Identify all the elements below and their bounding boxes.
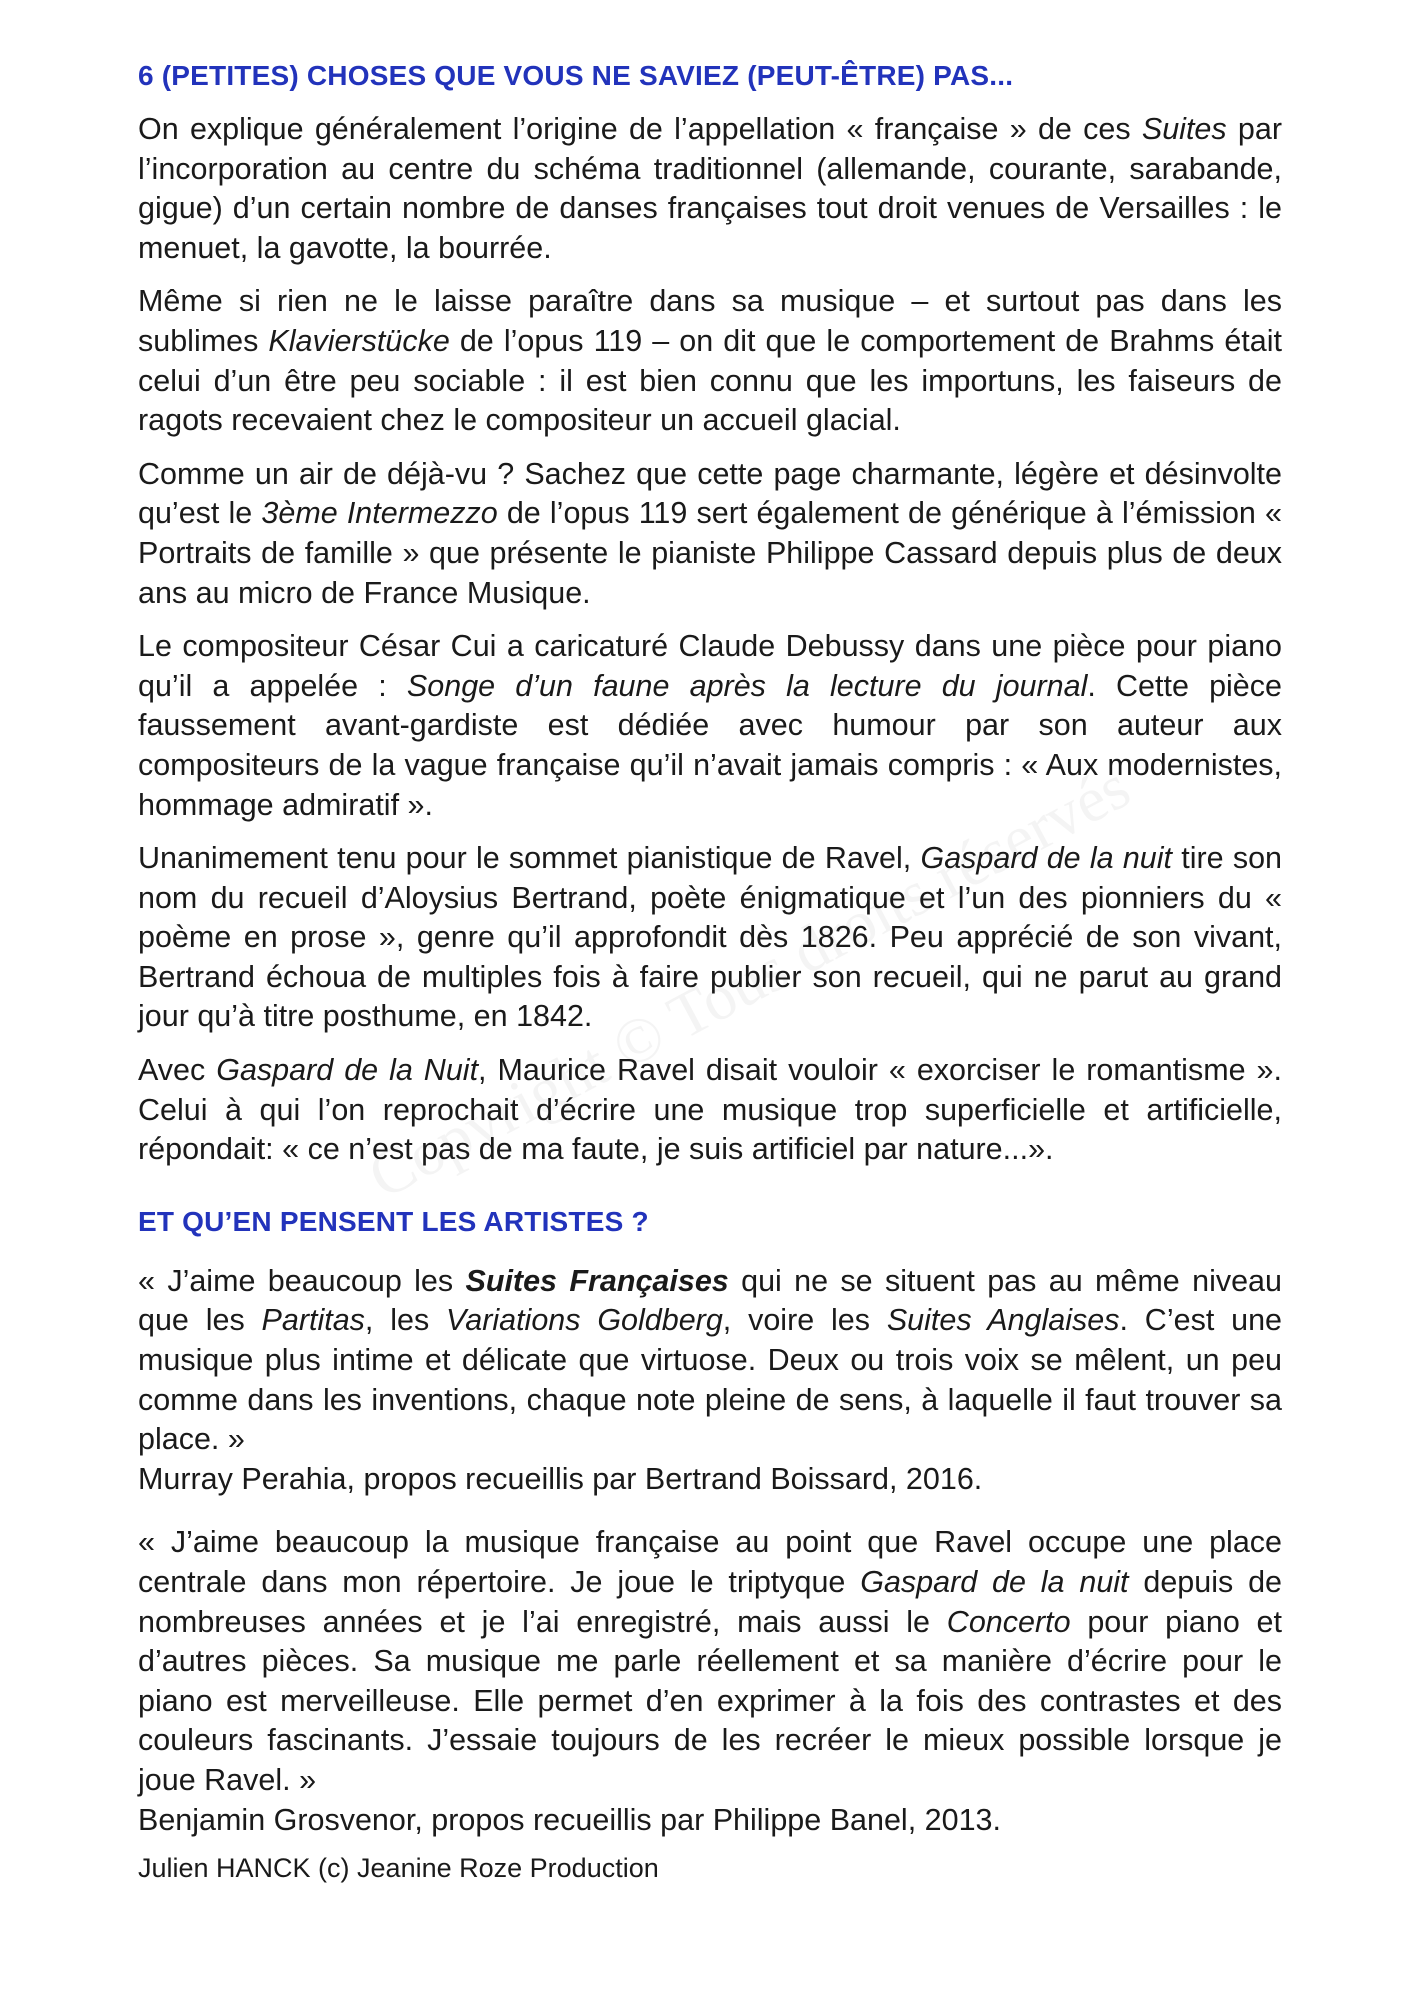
composer-ravel: Ravel [824, 841, 903, 876]
text-run: occupe une place centrale dans mon répertoire. Je joue le triptyque [138, 1525, 1282, 1599]
text-run: , voire les [722, 1303, 887, 1338]
title-suites: Suites [1141, 112, 1227, 146]
text-run: On explique généralement l’origine de l’appellation « française » de ces [138, 112, 1142, 146]
text-run: Le compositeur César Cui a caricaturé Claude Debussy dans une pièce pour piano qu’il a appelée : [138, 629, 1282, 703]
composer-brahms: Brahms [1109, 323, 1215, 358]
title-songe-faune: Songe d’un faune après la lecture du journal [406, 668, 1088, 703]
composer-ravel: Ravel [934, 1525, 1013, 1560]
title-gaspard: Gaspard de la Nuit [216, 1053, 479, 1088]
text-run: qui ne se situent pas au même niveau que les [138, 1263, 1282, 1338]
text-run: pour piano et d’autres pièces. Sa musique me parle réellement et sa manière d’écrire pour le piano est merveilleuse. Elle permet d’en exprimer à la fois des contrastes et des couleurs fascinants. J’essaie toujours de les recréer le mieux possible lorsque je joue Ravel. » [138, 1604, 1282, 1797]
title-intermezzo: 3ème Intermezzo [261, 496, 498, 531]
title-gaspard: Gaspard de la nuit [920, 841, 1172, 876]
text-run: tire son nom du recueil d’Aloysius Bertrand, poète énigmatique et l’un des pionniers du « poème en prose », genre qu’il approfondit dès 1826. Peu apprécié de son vivant, Bertrand échoua de multiples fois à faire publier son recueil, qui ne parut au grand jour qu’à titre posthume, en 1842. [138, 841, 1282, 1034]
title-variations-goldberg: Variations Goldberg [446, 1303, 723, 1338]
text-run: « J’aime beaucoup les [138, 1263, 466, 1298]
text-run: . C’est une musique plus intime et délicate que virtuose. Deux ou trois voix se mêlent, un peu comme dans les inventions, chaque note pleine de sens, à laquelle il faut trouver sa place. » [138, 1303, 1282, 1457]
paragraph-ravel-romantisme [138, 1051, 1282, 1170]
text-run: « J’aime beaucoup la musique française au point que [138, 1525, 935, 1560]
attribution-grosvenor [138, 1801, 1282, 1841]
section-heading-artists: ET QU’EN PENSENT LES ARTISTES ? [138, 1205, 649, 1237]
text-run: Avec [138, 1053, 217, 1088]
text-run: Même si rien ne le laisse paraître dans sa musique – et surtout pas dans les sublimes [138, 284, 1282, 358]
text-run: . Cette pièce faussement avant-gardiste est dédiée avec humour par son auteur aux compositeurs de la vague française qu’il n’avait jamais compris : « Aux modernistes, hommage admiratif ». [138, 668, 1282, 822]
title-suites-anglaises: Suites Anglaises [886, 1303, 1120, 1338]
paragraph-suites [138, 110, 1282, 268]
composer-maurice-ravel: Maurice Ravel [497, 1053, 695, 1088]
title-concerto: Concerto [946, 1604, 1071, 1639]
opus-119: opus 119 [563, 496, 688, 531]
paragraph-brahms [138, 282, 1282, 440]
attribution-perahia [138, 1460, 1282, 1500]
text-run: était celui d’un être peu sociable : il est bien connu que les importuns, les faiseurs de ragots recevaient chez le compositeur un accueil glacial. [138, 323, 1282, 438]
title-klavierstucke: Klavierstücke [268, 323, 450, 358]
attribution-source: , propos recueillis par Philippe Banel, 2013. [414, 1802, 1001, 1837]
quote-grosvenor [138, 1523, 1282, 1800]
title-partitas: Partitas [261, 1303, 365, 1338]
text-run: par l’incorporation au centre du schéma traditionnel (allemande, courante, sarabande, gigue) d’un certain nombre de danses françaises tout droit venues de Versailles : le menuet, la gavotte, la bourrée. [138, 112, 1282, 265]
text-run: Comme un air de déjà-vu ? Sachez que cette page charmante, légère et désinvolte qu’est le [138, 456, 1282, 531]
paragraph-gaspard [138, 839, 1282, 1037]
title-suites-francaises: Suites Françaises [465, 1263, 729, 1298]
text-run: , les [364, 1303, 447, 1338]
paragraph-intermezzo [138, 455, 1282, 613]
text-run: , [902, 841, 921, 876]
title-gaspard: Gaspard de la nuit [860, 1565, 1129, 1599]
section-heading-facts: 6 (PETITES) CHOSES QUE VOUS NE SAVIEZ (PEUT-ÊTRE) PAS... [138, 60, 1014, 91]
artist-name: Murray Perahia [138, 1461, 347, 1496]
document-page [138, 56, 1282, 1886]
text-run: de l’ [497, 496, 564, 531]
footer-credit: Julien HANCK (c) Jeanine Roze Production [138, 1853, 659, 1884]
text-run: , [478, 1053, 498, 1088]
text-run: sert également de générique à l’émission « Portraits de famille » que présente le pianiste Philippe Cassard depuis plus de deux ans au micro de France Musique. [138, 496, 1282, 610]
artist-name: Benjamin Grosvenor [138, 1802, 415, 1837]
text-run: disait vouloir « exorciser le romantisme ». Celui à qui l’on reprochait d’écrire une musique trop superficielle et artificielle, répondait: « ce n’est pas de ma faute, je suis artificiel par nature...». [138, 1053, 1282, 1167]
quote-perahia [138, 1262, 1282, 1460]
paragraph-cui-debussy [138, 627, 1282, 825]
text-run: depuis de nombreuses années et je l’ai enregistré, mais aussi le [138, 1565, 1282, 1639]
text-run: de l’opus 119 – on dit que le comportement de [449, 323, 1110, 358]
text-run: Unanimement tenu pour le sommet pianistique de [138, 841, 825, 876]
attribution-source: , propos recueillis par Bertrand Boissard, 2016. [346, 1461, 983, 1496]
